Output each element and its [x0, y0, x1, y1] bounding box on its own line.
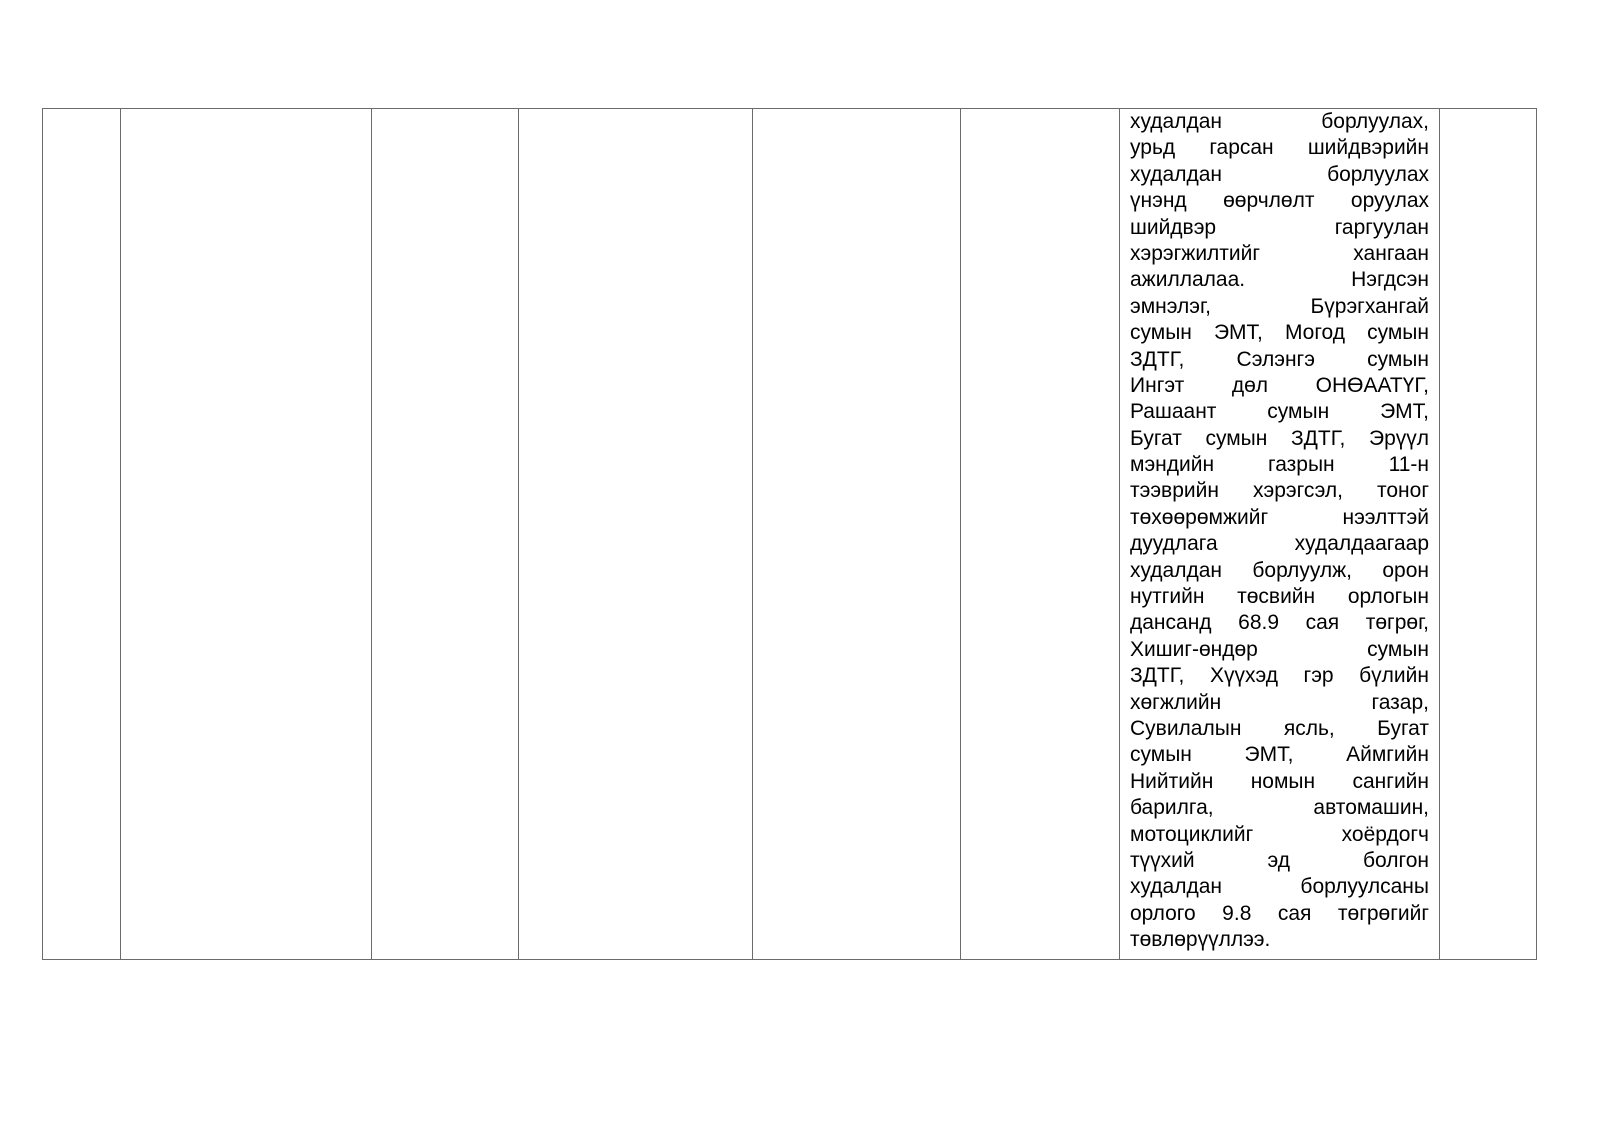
cell-responsible: [753, 109, 961, 960]
report-table: [42, 108, 1537, 960]
report-line: Ингэт дөл ОНӨААТҮГ,: [1130, 373, 1429, 397]
report-line: худалдан борлуулах,: [1130, 110, 1429, 133]
cell-indicator: [372, 109, 519, 960]
report-line: Нийтийн номын сангийн: [1130, 769, 1429, 793]
report-line: Сувилалын ясль, Бугат: [1130, 716, 1429, 740]
report-line: эмнэлэг, Бүрэгхангай: [1130, 294, 1429, 318]
cell-number: [43, 109, 121, 960]
table-row: [43, 109, 1537, 960]
report-line: төхөөрөмжийг нээлттэй: [1130, 505, 1429, 529]
report-line: тээврийн хэрэгсэл, тоног: [1130, 479, 1429, 503]
report-line: сумын ЭМТ, Могод сумын: [1130, 321, 1429, 345]
cell-implementation-report: [1120, 109, 1440, 960]
report-line: хөгжлийн газар,: [1130, 690, 1429, 714]
report-line: ЗДТГ, Хүүхэд гэр бүлийн: [1130, 664, 1429, 688]
report-line: Бугат сумын ЗДТГ, Эрүүл: [1130, 426, 1429, 450]
report-line: мэндийн газрын 11-н: [1130, 453, 1429, 477]
report-line: мотоциклийг хоёрдогч: [1130, 822, 1429, 846]
report-line: түүхий эд болгон: [1130, 848, 1429, 872]
report-line: нутгийн төсвийн орлогын: [1130, 585, 1429, 609]
report-line: Рашаант сумын ЭМТ,: [1130, 400, 1429, 424]
report-line: худалдан борлуулж, орон: [1130, 558, 1429, 582]
report-line: худалдан борлуулсаны: [1130, 875, 1429, 899]
report-line: сумын ЭМТ, Аймгийн: [1130, 743, 1429, 767]
report-line: дуудлага худалдаагаар: [1130, 532, 1429, 556]
cell-objective: [121, 109, 372, 960]
cell-notes: [1440, 109, 1537, 960]
cell-deadline: [961, 109, 1120, 960]
report-line: дансанд 68.9 сая төгрөг,: [1130, 611, 1429, 635]
report-line: ажиллалаа. Нэгдсэн: [1130, 268, 1429, 292]
report-line: Хишиг-өндөр сумын: [1130, 637, 1429, 661]
cell-activity: [519, 109, 753, 960]
report-line: үнэнд өөрчлөлт оруулах: [1130, 189, 1429, 213]
report-line: орлого 9.8 сая төгрөгийг: [1130, 901, 1429, 925]
report-line: шийдвэр гаргуулан: [1130, 215, 1429, 239]
report-line: ЗДТГ, Сэлэнгэ сумын: [1130, 347, 1429, 371]
report-line: барилга, автомашин,: [1130, 796, 1429, 820]
report-line: урьд гарсан шийдвэрийн: [1130, 136, 1429, 160]
report-line: төвлөрүүллээ.: [1130, 928, 1271, 952]
report-line: худалдан борлуулах: [1130, 162, 1429, 186]
report-line: хэрэгжилтийг хангаан: [1130, 241, 1429, 265]
